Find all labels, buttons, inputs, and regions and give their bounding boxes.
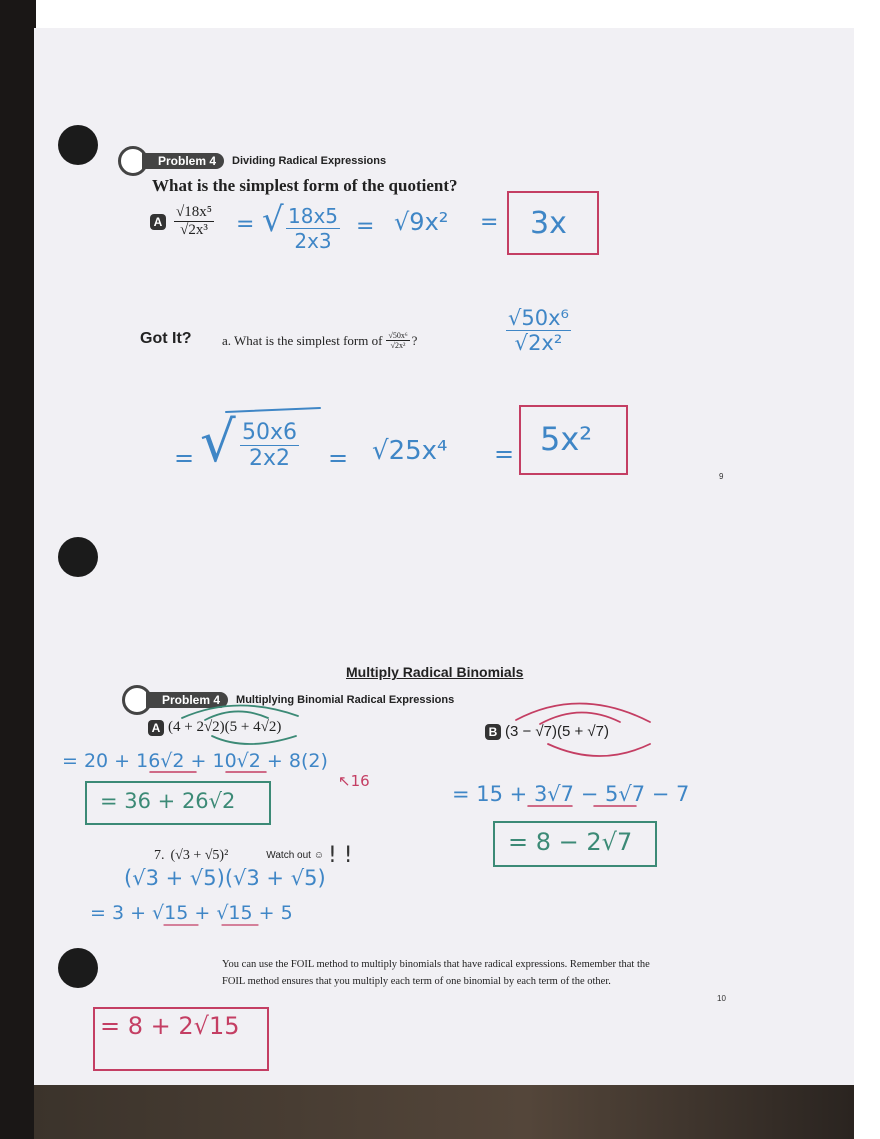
watch-out-note: Watch out ☺ [266,850,324,861]
page-number-10: 10 [717,994,726,1003]
hw-got-equals-2: = [328,444,349,472]
part-a-expression: (4 + 2√2)(5 + 4√2) [168,719,282,735]
question-text: What is the simplest form of the quotient? [152,176,458,195]
problem-label: Problem 4 [142,153,224,169]
hw-work7-answer: = 8 + 2√15 [100,1012,240,1040]
hw-work-a-answer: = 36 + 26√2 [100,789,236,813]
got-it-num: 50x⁶ [392,331,408,340]
got-it-den: 2x² [395,341,406,350]
hw-work-a-note-value: 16 [350,772,370,790]
hw-got-it-fraction: $\frac{\text{√50x⁶}}{\text{√2x²}}$ [508,306,569,355]
answer-box-product-a [86,782,270,824]
part-b-expression: (3 − √7)(5 + √7) [505,723,610,740]
hw-got-num: 50x6 [242,420,298,445]
answer-box-exercise-7 [94,1008,268,1070]
hw-work-b-answer: = 8 − 2√7 [508,828,633,856]
hw-exclamation-marks: ! ! [327,843,353,868]
problem-label-2: Problem 4 [146,692,228,708]
section-heading: Multiply Radical Binomials [346,664,524,680]
foil-arrow-a-lower [212,736,296,744]
exercise-7-expression: (√3 + √5)² [170,847,229,863]
answer-box-product-b [494,822,656,866]
quotient-denominator: 2x³ [188,222,208,238]
hw-answer-a: 3x [530,206,567,241]
part-b-badge: B [485,724,501,740]
answer-box-got-it [520,406,627,474]
problem-title: Dividing Radical Expressions [232,155,387,167]
foil-note: You can use the FOIL method to multiply binomials that have radical expressions. Remember that the FOIL method ensures that you multiply each term of one binomial by each term of the other. [222,959,650,987]
got-it-fraction: $\frac{\text{√50x⁶}}{\text{√2x²}}$ [388,331,408,350]
got-it-label: Got It? [140,330,192,347]
quotient-numerator: 18x⁵ [184,204,212,220]
hw-vinculum [226,408,320,412]
hw-work-b-line1: = 15 + 3√7 − 5√7 − 7 [452,782,690,806]
foil-arrow-b-lower [548,744,650,756]
foil-arrow-b-inner [540,712,620,724]
hw-equals-2: = [356,214,375,239]
hw-got-den: 2x2 [249,446,291,471]
hw-got-it-num: 50x⁶ [521,306,569,330]
hw-frac-a-den: 2x3 [294,229,332,253]
hw-got-mid-value: 25x⁴ [388,436,448,466]
hw-frac-a-num: 18x5 [288,204,339,228]
problem-title-2: Multiplying Binomial Radical Expressions [236,694,455,706]
hw-mid-a-value: 9x² [409,208,449,236]
got-it-qmark: ? [411,332,418,348]
hw-radical-sign-1: √ [262,200,284,240]
hw-work-a-note: ↖16 [338,772,370,790]
foil-arrow-a-inner [205,711,268,720]
hw-got-answer: 5x² [540,420,593,458]
part-a-badge: A [150,214,166,230]
answer-box-a [508,192,598,254]
hw-got-mid: √25x⁴ [372,436,448,466]
hw-work7-line2: = 3 + √15 + √15 + 5 [90,902,293,924]
hw-equals-3: = [480,210,499,235]
hw-radical-sign-2: √ [200,410,236,475]
hw-got-it-den: 2x² [528,331,563,355]
hw-got-equals-1: = [174,444,195,472]
exercise-7-label: 7. [154,847,165,863]
quotient-fraction: $\frac{\text{√18x⁵}}{\text{√2x³}}$ [176,204,212,238]
page-number-9: 9 [719,472,724,481]
got-it-prompt-text: a. What is the simplest form of [222,332,383,348]
hw-work7-line1: (√3 + √5)(√3 + √5) [124,866,326,890]
hw-equals-1: = [236,212,255,237]
part-a-badge-2: A [148,720,164,736]
hw-work-a-line1: = 20 + 16√2 + 10√2 + 8(2) [62,750,328,772]
hw-mid-a: √9x² [394,208,449,236]
hw-got-equals-3: = [494,440,515,468]
